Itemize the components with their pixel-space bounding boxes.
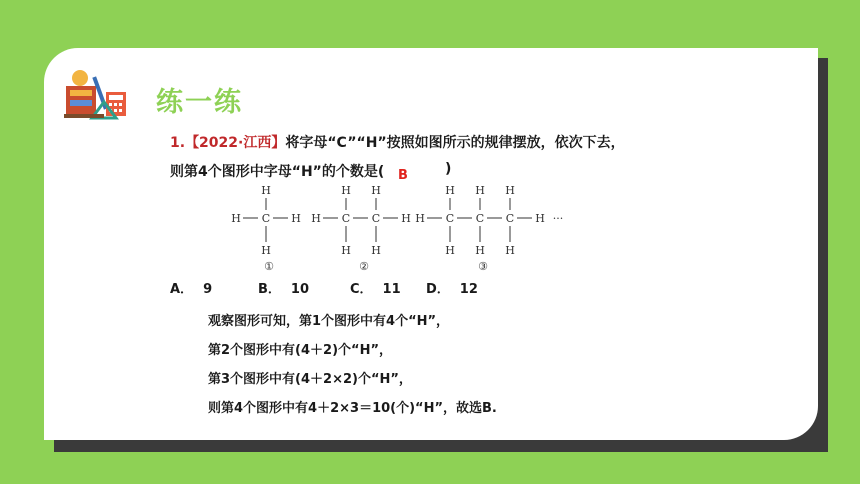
page-title: 练一练 [156,87,243,118]
c-atom: C [445,212,455,225]
option-c: C． 11 [350,282,401,297]
question-line-1 [170,132,625,152]
option-a: A． 9 [170,282,213,297]
solution-line-3: 第3个图形中有(4＋2×2)个“H”， [208,372,412,387]
h-atom: H [505,184,515,197]
ellipsis: ··· [552,212,564,225]
c-atom: C [371,212,381,225]
h-atom: H [311,212,321,225]
h-atom: H [371,244,381,257]
h-atom: H [535,212,545,225]
figure-label: ③ [478,260,488,273]
solution-line-1: 观察图形可知，第1个图形中有4个“H”， [208,314,450,329]
option-b: B． 10 [258,282,310,297]
figure-label: ① [264,260,274,273]
option-d: D． 12 [426,282,478,297]
h-atom: H [261,184,271,197]
close-paren: ) [445,161,452,177]
question-text-1: 将字母“C”“H”按照如图所示的规律摆放，依次下去， [285,135,625,151]
h-atom: H [371,184,381,197]
c-atom: C [261,212,271,225]
h-atom: H [505,244,515,257]
question-number: 1. [170,135,186,151]
stationery-icon [62,66,130,122]
question-text-2: 则第4个图形中字母“H”的个数是( [170,164,385,180]
question-source: 【2022·江西】 [185,135,286,151]
h-atom: H [475,244,485,257]
molecule-figures [231,182,576,276]
h-atom: H [445,184,455,197]
h-atom: H [401,212,411,225]
c-atom: C [475,212,485,225]
solution-line-4: 则第4个图形中有4＋2×3＝10(个)“H”，故选B. [208,401,497,416]
h-atom: H [475,184,485,197]
h-atom: H [415,212,425,225]
answer-mark: B [398,168,408,183]
figure-label: ② [359,260,369,273]
question-line-2 [170,161,384,181]
h-atom: H [231,212,241,225]
solution-line-2: 第2个图形中有(4＋2)个“H”， [208,343,392,358]
h-atom: H [261,244,271,257]
c-atom: C [341,212,351,225]
h-atom: H [445,244,455,257]
h-atom: H [291,212,301,225]
h-atom: H [341,184,351,197]
h-atom: H [341,244,351,257]
c-atom: C [505,212,515,225]
